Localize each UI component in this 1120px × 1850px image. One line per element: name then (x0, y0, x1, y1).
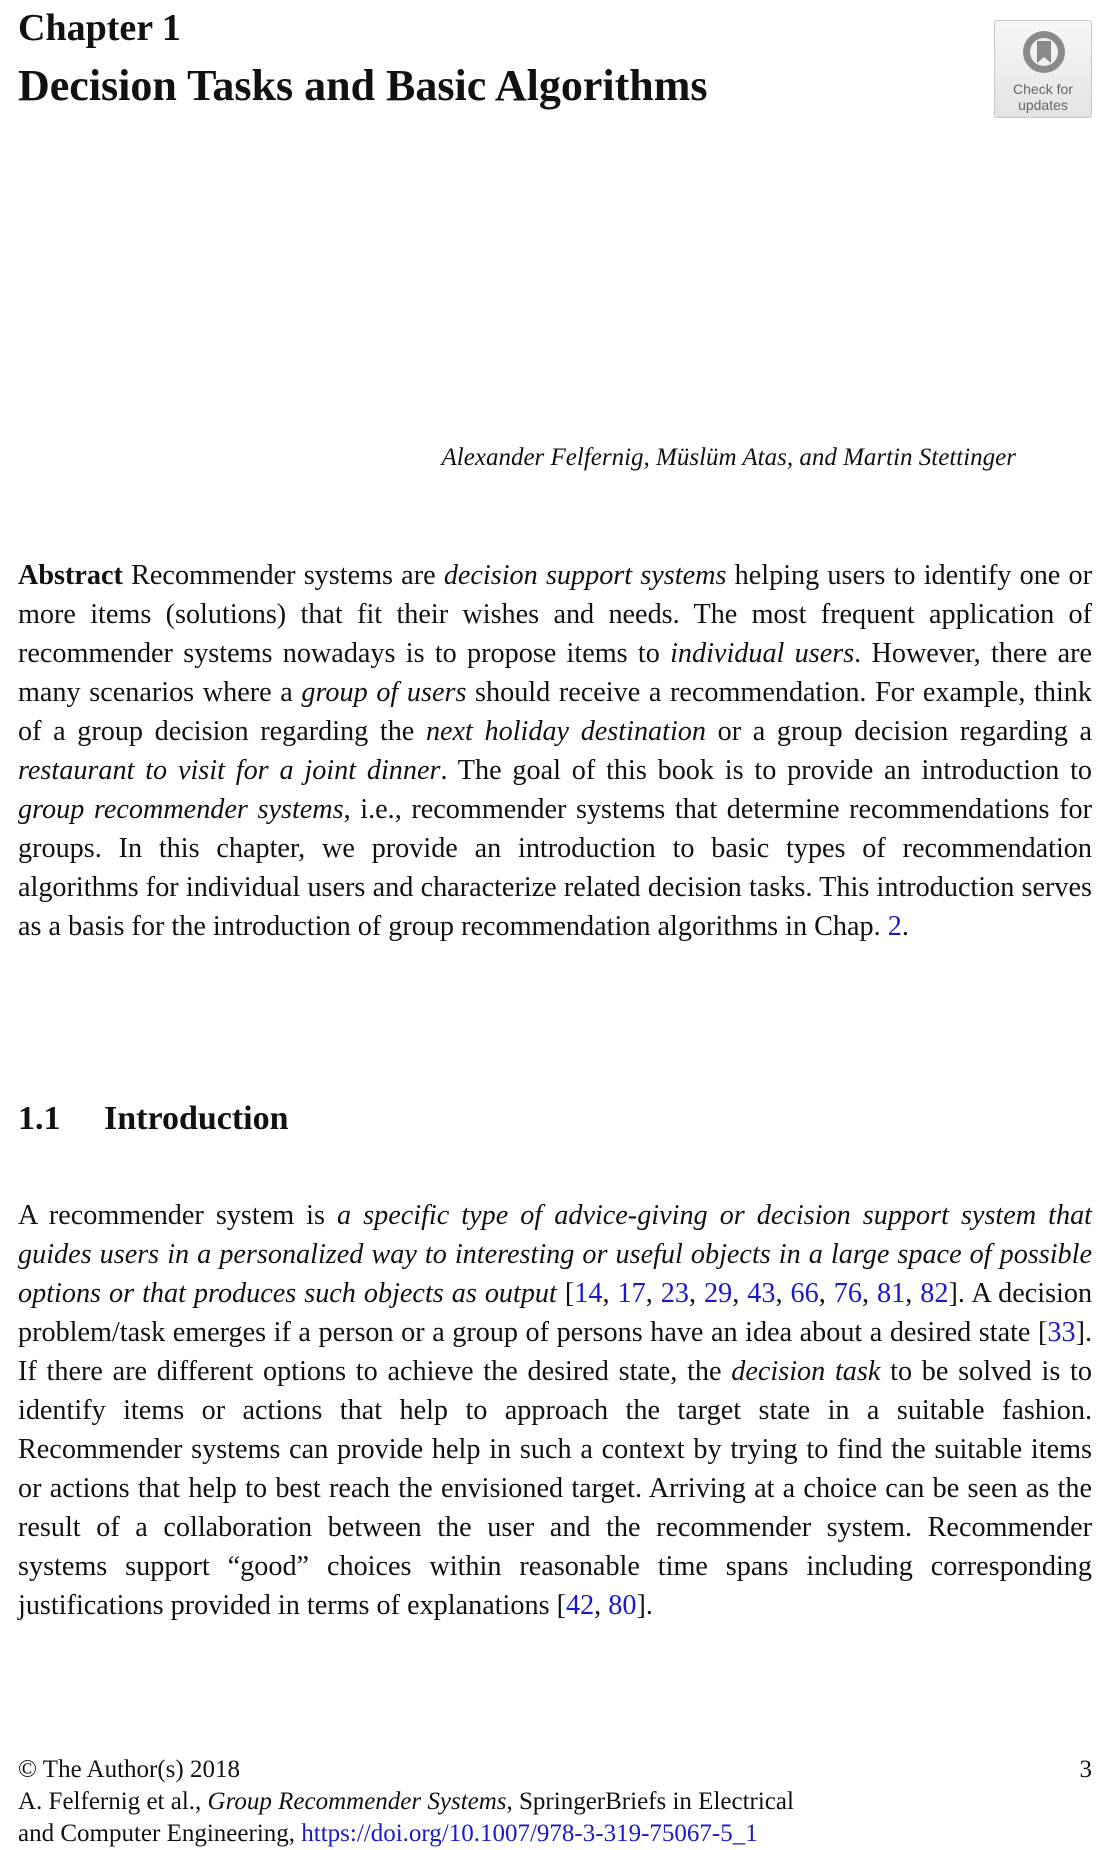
abstract-paragraph (18, 556, 1092, 946)
section-heading (18, 1100, 289, 1138)
citation-link[interactable]: 66 (790, 1278, 819, 1309)
doi-link[interactable]: https://doi.org/10.1007/978-3-319-75067-5_1 (301, 1820, 758, 1847)
intro-text: . A decision problem/task emerges if a person or a group of persons have an idea about a desired state [ (18, 1278, 1093, 1348)
citation-link[interactable]: 17 (617, 1278, 646, 1309)
citation-separator: , (688, 1278, 705, 1309)
book-title: Group Recommender Systems (207, 1788, 507, 1815)
citation-link[interactable]: 14 (574, 1278, 603, 1309)
abstract-text: should receive a recommendation. For example, think of a group decision regarding the (18, 677, 1092, 747)
badge-line-2: updates (1018, 97, 1068, 113)
section-title: Introduction (104, 1100, 289, 1137)
citation-separator: , (861, 1278, 878, 1309)
abstract-text: . However, there are many scenarios where a (18, 638, 1092, 708)
abstract-text: , i.e., recommender systems that determine recommendations for groups. In this chapter, we provide an introduction to basic types of recommendation algorithms for individual users and characterize related decision tasks. This introduction serves as a basis for the introduction of group recommendation algorithms in Chap. (18, 794, 1092, 942)
intro-emphasis: a specific type of advice-giving or decision support system that guides users in a personalized way to interesting or useful objects in a large space of possible options or that produces such objects as output (18, 1200, 1093, 1309)
abstract-text: . (901, 911, 909, 942)
citation-link[interactable]: 76 (833, 1278, 862, 1309)
chapter-title: Decision Tasks and Basic Algorithms (18, 61, 708, 110)
badge-line-1: Check for (1013, 81, 1073, 97)
citation-link[interactable]: 33 (1047, 1317, 1076, 1348)
intro-text: to be solved is to identify items or actions that help to approach the target state in a suitable fashion. Recommender systems can provide help in such a context by trying to find the suitable items or actions that help to best reach the envisioned target. Arriving at a choice can be seen as the result of a collaboration between the user and the recommender system. Recommender systems support “good” choices within reasonable time spans including corresponding justifications provided in terms of explanations [ (18, 1356, 1092, 1621)
section-number: 1.1 (18, 1100, 61, 1137)
author-list: Alexander Felfernig, Müslüm Atas, and Martin Stettinger (441, 444, 1016, 471)
chapter-label: Chapter 1 (18, 7, 181, 49)
citation-separator: , (905, 1278, 921, 1309)
citation-separator: , (775, 1278, 791, 1309)
abstract-label: Abstract (18, 560, 123, 591)
citation-line (18, 1786, 794, 1818)
abstract-text: helping users to identify one or more items (solutions) that fit their wishes and needs. The most frequent application of recommender systems nowadays is to propose items to (18, 560, 1092, 669)
abstract-text: Recommender systems are (122, 560, 444, 591)
intro-text: ]. If there are different options to achieve the desired state, the (18, 1317, 1092, 1387)
abstract-emphasis: decision support systems (443, 560, 727, 591)
doi-line (18, 1818, 758, 1850)
citation-link[interactable]: 82 (920, 1278, 949, 1309)
citation-separator: , (594, 1590, 609, 1621)
citation-text: and Computer Engineering, (18, 1820, 302, 1847)
intro-text: ]. (636, 1590, 653, 1621)
citation-separator: , (602, 1278, 618, 1309)
citation-link[interactable]: 23 (660, 1278, 689, 1309)
chapter-link[interactable]: 2 (887, 911, 902, 942)
citation-separator: , (645, 1278, 661, 1309)
citation-separator: , (818, 1278, 834, 1309)
intro-emphasis: decision task (731, 1356, 881, 1387)
abstract-emphasis: next holiday destination (425, 716, 706, 747)
check-for-updates-icon (1021, 29, 1067, 80)
citation-link[interactable]: 29 (704, 1278, 733, 1309)
citation-link[interactable]: 80 (608, 1590, 637, 1621)
citation-link[interactable]: 42 (565, 1590, 595, 1621)
abstract-emphasis: individual users (670, 638, 855, 669)
citation-text: A. Felfernig et al., (18, 1788, 208, 1815)
intro-paragraph (18, 1196, 1092, 1625)
abstract-emphasis: group recommender systems (18, 794, 344, 825)
intro-text: ] (948, 1278, 958, 1309)
abstract-emphasis: restaurant to visit for a joint dinner (18, 755, 441, 786)
citation-text: , SpringerBriefs in Electrical (506, 1788, 794, 1815)
citation-link[interactable]: 81 (877, 1278, 906, 1309)
abstract-text: or a group decision regarding a (705, 716, 1092, 747)
citation-link[interactable]: 43 (747, 1278, 776, 1309)
copyright-line: © The Author(s) 2018 (18, 1756, 240, 1783)
abstract-emphasis: group of users (301, 677, 467, 708)
intro-text: A recommender system is (18, 1200, 338, 1231)
check-for-updates-badge[interactable] (994, 20, 1092, 118)
citation-separator: , (732, 1278, 748, 1309)
page-number: 3 (1079, 1756, 1092, 1783)
abstract-text: . The goal of this book is to provide an introduction to (440, 755, 1092, 786)
intro-text: [ (556, 1278, 575, 1309)
